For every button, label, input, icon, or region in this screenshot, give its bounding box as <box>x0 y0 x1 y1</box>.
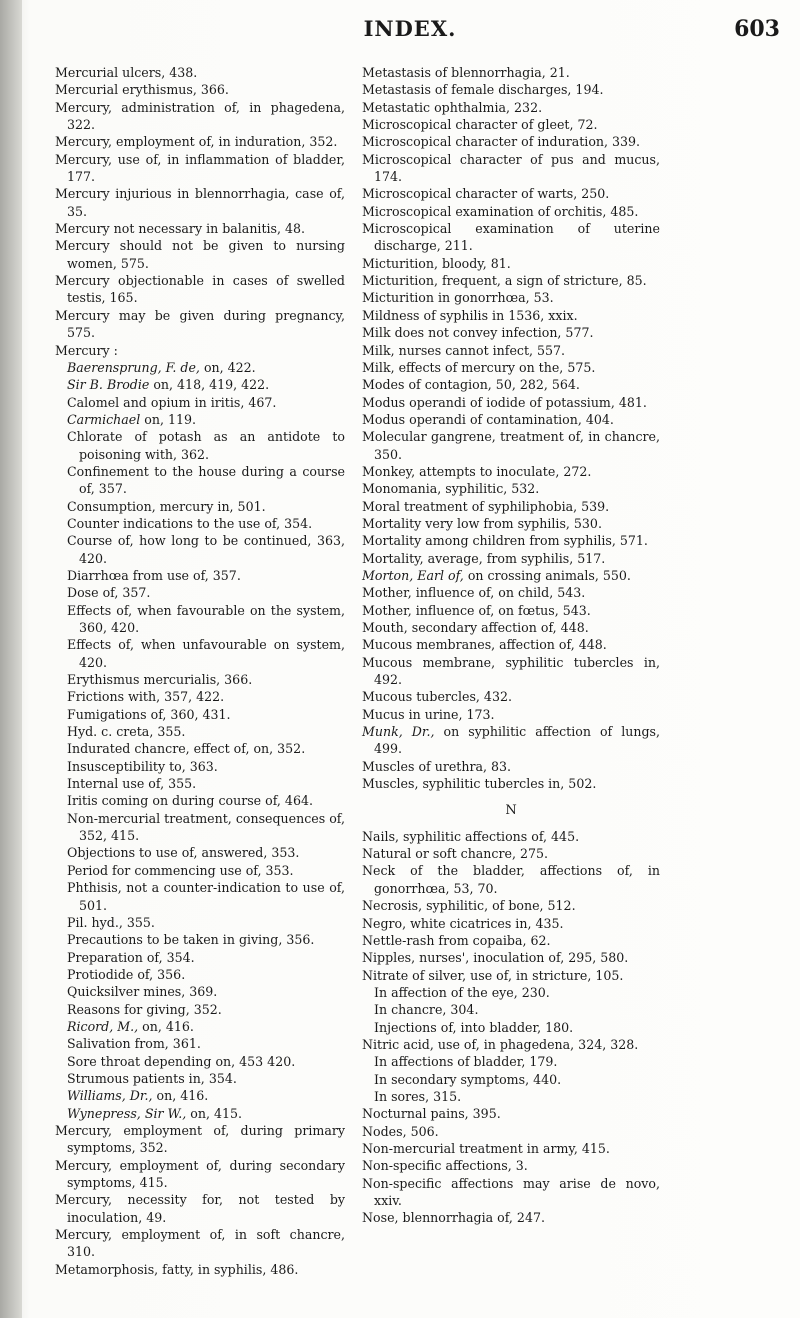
index-subentry <box>55 862 345 879</box>
index-subentry <box>55 567 345 584</box>
index-entry <box>55 99 345 134</box>
entry-text: Sore throat depending on, 453 420. <box>67 1053 296 1069</box>
entry-text: Strumous patients in, 354. <box>67 1070 237 1086</box>
index-subentry <box>362 1001 660 1018</box>
index-entry <box>362 515 660 532</box>
entry-text: Necrosis, syphilitic, of bone, 512. <box>362 898 576 914</box>
index-entry <box>55 133 345 150</box>
entry-text: Metastatic ophthalmia, 232. <box>362 99 543 115</box>
entry-text: Mucous membranes, affection of, 448. <box>362 637 607 653</box>
index-subentry <box>55 1035 345 1052</box>
entry-text: Mucous tubercles, 432. <box>362 689 512 705</box>
entry-text: Muscles of urethra, 83. <box>362 758 512 774</box>
index-subentry <box>55 1053 345 1070</box>
entry-text: Consumption, mercury in, 501. <box>67 498 266 514</box>
index-subentry <box>55 1105 345 1122</box>
entry-text: Molecular gangrene, treatment of, in chancre, 350. <box>362 429 660 462</box>
index-entry <box>362 532 660 549</box>
entry-text: In sores, 315. <box>374 1088 462 1104</box>
index-subentry <box>55 844 345 861</box>
index-entry <box>362 584 660 601</box>
entry-text: Mercury, use of, in inflammation of bladder, 177. <box>55 151 345 185</box>
entry-text: Indurated chancre, effect of, on, 352. <box>67 741 306 757</box>
index-entry <box>362 932 660 949</box>
index-entry <box>362 289 660 306</box>
index-subentry <box>55 394 345 411</box>
entry-text: Mercury injurious in blennorrhagia, case of, 35. <box>55 186 345 219</box>
index-entry <box>55 237 345 272</box>
entry-text: Nocturnal pains, 395. <box>362 1106 501 1122</box>
index-entry <box>362 498 660 515</box>
index-entry <box>55 185 345 220</box>
index-subentry <box>55 931 345 948</box>
entry-text: Mercury objectionable in cases of swelled testis, 165. <box>55 273 345 306</box>
index-entry <box>362 203 660 220</box>
entry-text: Nitric acid, use of, in phagedena, 324, 328. <box>362 1036 639 1052</box>
index-subentry <box>55 723 345 740</box>
index-subentry <box>55 775 345 792</box>
index-entry <box>362 272 660 289</box>
entry-author-name: Wynepress, Sir W., <box>67 1105 187 1121</box>
index-subentry <box>55 688 345 705</box>
entry-text: Precautions to be taken in giving, 356. <box>67 932 315 948</box>
page-header <box>40 16 780 52</box>
entry-text: Effects of, when favourable on the system, 360, 420. <box>67 602 345 635</box>
page-binding-edge <box>0 0 22 1318</box>
entry-text: Mucus in urine, 173. <box>362 706 495 722</box>
entry-text: Moral treatment of syphiliphobia, 539. <box>362 498 610 514</box>
entry-text: Mercury : <box>55 342 118 358</box>
index-subentry <box>55 949 345 966</box>
index-subentry <box>55 758 345 775</box>
entry-text: Microscopical character of warts, 250. <box>362 186 610 202</box>
entry-text: In chancre, 304. <box>374 1002 479 1018</box>
entry-text: Mother, influence of, on child, 543. <box>362 585 586 601</box>
entry-text: Monomania, syphilitic, 532. <box>362 481 540 497</box>
entry-text: Insusceptibility to, 363. <box>67 758 218 774</box>
index-entry <box>362 775 660 792</box>
index-subentry <box>55 636 345 671</box>
entry-text: Mercury, employment of, during secondary symptoms, 415. <box>55 1157 345 1190</box>
index-subentry <box>362 984 660 1001</box>
index-entry <box>362 480 660 497</box>
index-subentry <box>362 1019 660 1036</box>
entry-text: Chlorate of potash as an antidote to poisoning with, 362. <box>67 429 345 462</box>
page-number: 603 <box>734 16 780 42</box>
entry-text: on syphilitic affection of lungs, 499. <box>374 724 661 757</box>
entry-text: Modes of contagion, 50, 282, 564. <box>362 377 580 393</box>
index-entry <box>362 1157 660 1174</box>
index-subentry <box>55 1018 345 1035</box>
entry-text: Phthisis, not a counter-indication to use of, 501. <box>67 880 345 913</box>
entry-author-name: Williams, Dr., <box>67 1088 153 1104</box>
entry-text: Mercury, employment of, in induration, 352. <box>55 134 338 150</box>
index-entry <box>55 307 345 342</box>
index-entry <box>55 1122 345 1157</box>
entry-text: Microscopical character of gleet, 72. <box>362 117 598 133</box>
entry-text: Nodes, 506. <box>362 1123 439 1139</box>
index-subentry <box>362 1053 660 1070</box>
index-subentry <box>55 671 345 688</box>
entry-author-name: Ricord, M., <box>67 1018 139 1034</box>
entry-text: Mercury should not be given to nursing women, 575. <box>55 238 345 271</box>
index-entry <box>362 428 660 463</box>
index-entry <box>55 272 345 307</box>
index-subentry <box>362 1088 660 1105</box>
entry-text: on, 422. <box>199 359 256 375</box>
entry-text: Metastasis of blennorrhagia, 21. <box>362 65 570 80</box>
entry-text: Microscopical examination of orchitis, 485. <box>362 203 639 219</box>
entry-author-name: Munk, Dr., <box>362 724 435 740</box>
entry-text: Microscopical examination of uterine discharge, 211. <box>362 221 660 254</box>
entry-text: Mercury, employment of, during primary symptoms, 352. <box>55 1122 345 1156</box>
entry-text: Counter indications to the use of, 354. <box>67 515 313 531</box>
index-entry <box>362 862 660 897</box>
running-title: INDEX. <box>363 16 457 41</box>
index-entry <box>362 133 660 150</box>
entry-author-name: Sir B. Brodie <box>67 377 150 393</box>
entry-text: Period for commencing use of, 353. <box>67 862 294 878</box>
entry-text: Mercury may be given during pregnancy, 575. <box>55 307 345 341</box>
index-entry <box>362 463 660 480</box>
index-entry <box>55 1191 345 1226</box>
entry-text: Nettle-rash from copaiba, 62. <box>362 932 551 948</box>
section-letter: N <box>505 803 517 819</box>
index-entry <box>362 567 660 584</box>
index-entry <box>362 307 660 324</box>
index-entry <box>362 1209 660 1226</box>
entry-text: Fumigations of, 360, 431. <box>67 706 231 722</box>
entry-text: Negro, white cicatrices in, 435. <box>362 915 564 931</box>
entry-author-name: Carmichael <box>67 411 141 427</box>
index-subentry <box>55 532 345 567</box>
index-entry <box>55 81 345 98</box>
entry-text: Metamorphosis, fatty, in syphilis, 486. <box>55 1261 299 1277</box>
entry-text: Hyd. c. creta, 355. <box>67 724 186 740</box>
entry-text: Micturition in gonorrhœa, 53. <box>362 290 554 306</box>
index-column-left <box>55 64 345 1278</box>
index-entry <box>55 151 345 186</box>
index-entry <box>362 949 660 966</box>
entry-text: Modus operandi of contamination, 404. <box>362 411 614 427</box>
index-entry <box>362 1140 660 1157</box>
index-subentry <box>55 810 345 845</box>
index-entry <box>362 1123 660 1140</box>
entry-text: Microscopical character of pus and mucus, 174. <box>362 151 660 185</box>
entry-text: Mouth, secondary affection of, 448. <box>362 620 589 635</box>
entry-text: Milk does not convey infection, 577. <box>362 325 594 341</box>
index-entry <box>55 220 345 237</box>
entry-text: Mother, influence of, on fœtus, 543. <box>362 602 591 618</box>
index-entry <box>362 116 660 133</box>
index-entry <box>362 1175 660 1210</box>
index-subentry <box>55 879 345 914</box>
entry-text: Mortality very low from syphilis, 530. <box>362 515 602 531</box>
index-entry <box>362 359 660 376</box>
index-entry <box>362 967 660 984</box>
entry-text: Course of, how long to be continued, 363, 420. <box>67 533 345 566</box>
entry-text: Mercury, necessity for, not tested by inoculation, 49. <box>55 1192 345 1225</box>
index-entry <box>362 99 660 116</box>
entry-text: Micturition, bloody, 81. <box>362 255 511 271</box>
entry-text: Frictions with, 357, 422. <box>67 689 225 705</box>
entry-text: Mercurial erythismus, 366. <box>55 82 229 98</box>
index-entry <box>362 845 660 862</box>
index-entry <box>55 1226 345 1261</box>
entry-text: Nose, blennorrhagia of, 247. <box>362 1210 545 1226</box>
index-entry <box>362 828 660 845</box>
entry-text: In affections of bladder, 179. <box>374 1054 558 1070</box>
entry-author-name: Baerensprung, F. de, <box>67 359 200 375</box>
index-entry <box>362 619 660 636</box>
entry-text: Non-mercurial treatment in army, 415. <box>362 1140 610 1156</box>
entry-text: Milk, nurses cannot infect, 557. <box>362 342 566 358</box>
entry-text: Preparation of, 354. <box>67 949 195 965</box>
entry-text: Mildness of syphilis in 1536, xxix. <box>362 307 578 323</box>
entry-text: on, 418, 419, 422. <box>149 377 270 393</box>
index-subentry <box>55 463 345 498</box>
entry-text: Muscles, syphilitic tubercles in, 502. <box>362 776 597 792</box>
index-entry <box>55 64 345 81</box>
entry-text: Injections of, into bladder, 180. <box>374 1019 574 1035</box>
index-subentry <box>55 706 345 723</box>
index-entry <box>362 758 660 775</box>
entry-text: Iritis coming on during course of, 464. <box>67 793 313 809</box>
entry-text: Mercury, administration of, in phagedena, 322. <box>55 99 345 133</box>
entry-text: Mercury not necessary in balanitis, 48. <box>55 221 306 237</box>
index-subentry <box>55 498 345 515</box>
index-subentry <box>55 359 345 376</box>
index-subentry <box>55 1070 345 1087</box>
index-subentry <box>55 792 345 809</box>
index-subentry <box>55 983 345 1000</box>
index-entry <box>362 151 660 186</box>
entry-text: on crossing animals, 550. <box>463 567 631 583</box>
entry-text: Mercury, employment of, in soft chancre, 310. <box>55 1227 345 1260</box>
index-entry <box>362 81 660 98</box>
index-entry <box>362 411 660 428</box>
entry-text: Pil. hyd., 355. <box>67 914 155 930</box>
index-subentry <box>55 411 345 428</box>
entry-text: Erythismus mercurialis, 366. <box>67 672 253 688</box>
entry-text: In secondary symptoms, 440. <box>374 1071 562 1087</box>
entry-text: Nipples, nurses', inoculation of, 295, 580. <box>362 950 629 966</box>
index-entry <box>362 342 660 359</box>
index-subentry <box>55 376 345 393</box>
index-subentry <box>55 515 345 532</box>
index-entry <box>362 185 660 202</box>
entry-text: Monkey, attempts to inoculate, 272. <box>362 463 592 479</box>
index-entry <box>55 342 345 359</box>
index-entry <box>362 64 660 81</box>
entry-text: Milk, effects of mercury on the, 575. <box>362 359 596 375</box>
entry-text: Mortality among children from syphilis, 571. <box>362 533 648 549</box>
entry-text: on, 119. <box>140 411 197 427</box>
entry-text: Nails, syphilitic affections of, 445. <box>362 828 580 844</box>
entry-author-name: Morton, Earl of, <box>362 567 464 583</box>
index-entry <box>362 1105 660 1122</box>
index-entry <box>55 1157 345 1192</box>
entry-text: Microscopical character of induration, 339. <box>362 134 641 150</box>
index-entry <box>55 1261 345 1278</box>
entry-text: Natural or soft chancre, 275. <box>362 846 548 862</box>
index-entry <box>362 255 660 272</box>
entry-text: Reasons for giving, 352. <box>67 1001 222 1017</box>
entry-text: Internal use of, 355. <box>67 776 197 792</box>
entry-text: on, 416. <box>138 1018 194 1034</box>
index-entry <box>362 220 660 255</box>
entry-text: Dose of, 357. <box>67 585 151 601</box>
entry-text: Mucous membrane, syphilitic tubercles in, 492. <box>362 654 660 688</box>
entry-text: on, 415. <box>186 1105 242 1121</box>
index-subentry <box>55 914 345 931</box>
entry-text: Modus operandi of iodide of potassium, 481. <box>362 394 647 410</box>
entry-text: Metastasis of female discharges, 194. <box>362 82 604 98</box>
index-entry <box>362 394 660 411</box>
entry-text: Effects of, when unfavourable on system, 420. <box>67 637 345 670</box>
entry-text: Salivation from, 361. <box>67 1036 201 1052</box>
entry-text: Mortality, average, from syphilis, 517. <box>362 550 606 566</box>
entry-text: Protiodide of, 356. <box>67 966 186 982</box>
entry-text: Calomel and opium in iritis, 467. <box>67 394 277 410</box>
entry-text: Objections to use of, answered, 353. <box>67 845 300 861</box>
index-subentry <box>55 740 345 757</box>
entry-text: Micturition, frequent, a sign of stricture, 85. <box>362 273 647 289</box>
index-subentry <box>55 1001 345 1018</box>
entry-text: Non-mercurial treatment, consequences of, 352, 415. <box>67 810 345 844</box>
index-entry <box>362 602 660 619</box>
entry-text: Nitrate of silver, use of, in stricture, 105. <box>362 967 624 983</box>
index-entry <box>362 723 660 758</box>
index-entry <box>362 915 660 932</box>
index-entry <box>362 897 660 914</box>
index-entry <box>362 654 660 689</box>
index-entry <box>362 706 660 723</box>
index-entry <box>362 688 660 705</box>
index-entry <box>362 636 660 653</box>
index-subentry <box>55 584 345 601</box>
entry-text: Diarrhœa from use of, 357. <box>67 567 241 583</box>
index-subentry <box>55 966 345 983</box>
index-subentry <box>362 1071 660 1088</box>
index-column-right <box>362 64 660 1227</box>
index-entry <box>362 550 660 567</box>
index-subentry <box>55 602 345 637</box>
index-subentry <box>55 428 345 463</box>
entry-text: Non-specific affections, 3. <box>362 1158 528 1174</box>
entry-text: Confinement to the house during a course of, 357. <box>67 463 345 497</box>
entry-text: Non-specific affections may arise de novo, xxiv. <box>362 1175 660 1208</box>
index-entry <box>362 376 660 393</box>
index-subentry <box>55 1087 345 1104</box>
entry-text: Mercurial ulcers, 438. <box>55 65 198 80</box>
entry-text: Quicksilver mines, 369. <box>67 984 218 1000</box>
index-entry <box>362 324 660 341</box>
entry-text: Neck of the bladder, affections of, in gonorrhœa, 53, 70. <box>362 863 660 896</box>
entry-text: In affection of the eye, 230. <box>374 984 550 1000</box>
index-entry <box>362 1036 660 1053</box>
entry-text: on, 416. <box>152 1088 209 1104</box>
